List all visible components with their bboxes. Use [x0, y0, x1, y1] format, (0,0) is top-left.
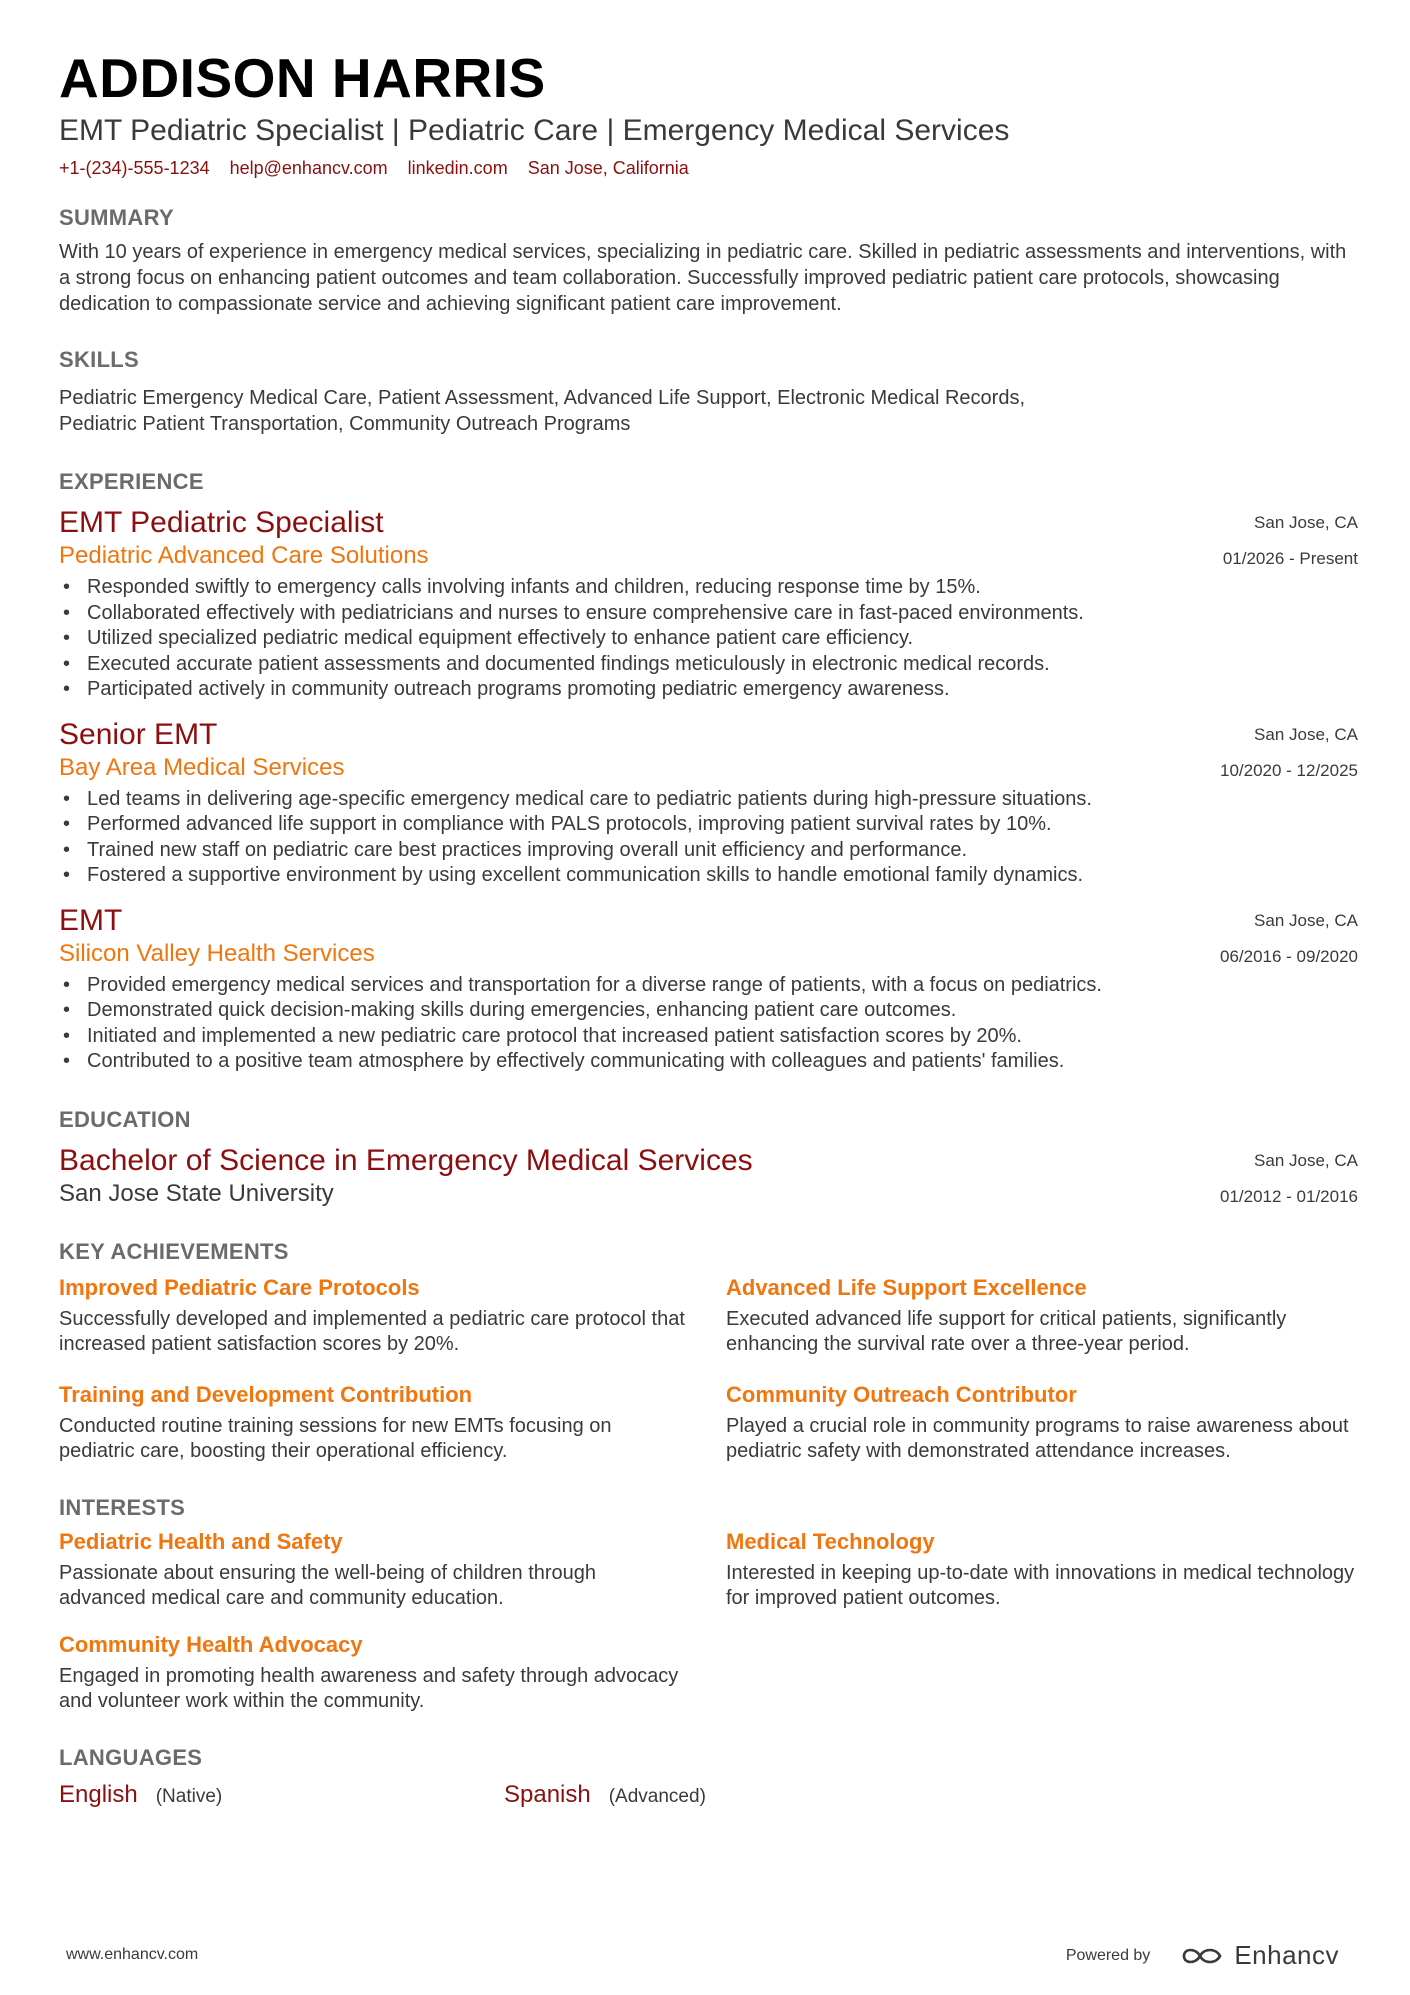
summary-section — [59, 205, 1358, 317]
job-title: EMT Pediatric Specialist — [59, 506, 384, 539]
languages-row — [59, 1781, 1358, 1809]
bullet-item: • Executed accurate patient assessments and documented findings meticulously in electronic medical records. — [59, 652, 1358, 678]
email-link[interactable]: help@enhancv.com — [229, 158, 388, 178]
job-company: Pediatric Advanced Care Solutions — [59, 542, 429, 569]
skills-line-2: Pediatric Patient Transportation, Community Outreach Programs — [59, 413, 631, 435]
contact-row — [59, 158, 1358, 179]
languages-section — [59, 1745, 1358, 1809]
bullet-item: • Led teams in delivering age-specific emergency medical care to pediatric patients during high-pressure situations. — [59, 787, 1358, 813]
job-bullets — [59, 973, 1358, 1075]
bullet-item: • Responded swiftly to emergency calls involving infants and children, reducing response time by 15%. — [59, 575, 1358, 601]
education-section — [59, 1107, 1358, 1209]
experience-section — [59, 469, 1358, 1075]
bullet-item: • Performed advanced life support in compliance with PALS protocols, improving patient survival rates by 10%. — [59, 812, 1358, 838]
headline: EMT Pediatric Specialist | Pediatric Care | Emergency Medical Services — [59, 114, 1010, 147]
bullet-item: • Trained new staff on pediatric care best practices improving overall unit efficiency and performance. — [59, 838, 1358, 864]
achievement-title: Training and Development Contribution — [59, 1381, 473, 1407]
bullet-item: • Demonstrated quick decision-making skills during emergencies, enhancing patient care outcomes. — [59, 998, 1358, 1024]
interest-title: Medical Technology — [726, 1528, 935, 1554]
achievement-item — [59, 1273, 685, 1358]
achievement-title: Advanced Life Support Excellence — [726, 1274, 1087, 1300]
enhancv-logo-icon — [1180, 1944, 1224, 1968]
job-entry — [59, 903, 1358, 1075]
summary-text: With 10 years of experience in emergency medical services, specializing in pediatric care. Skilled in pediatric assessments and interventions, with a strong focus on enhancing patient outcomes and team collaboration. Successfully improved pediatric patient care protocols, showcasing dedication to compassionate service and achieving significant patient care improvement. — [59, 241, 1347, 315]
skills-section — [59, 347, 1358, 437]
interests-section — [59, 1495, 1358, 1715]
achievement-desc: Executed advanced life support for critical patients, significantly enhancing the survival rate over a three-year period. — [726, 1307, 1287, 1355]
interest-item — [726, 1527, 1358, 1612]
achievements-grid — [59, 1273, 1358, 1465]
language-name: Spanish — [504, 1780, 591, 1808]
education-meta — [1220, 1143, 1358, 1215]
job-company: Bay Area Medical Services — [59, 753, 345, 781]
languages-title: LANGUAGES — [59, 1744, 203, 1770]
education-dates: 01/2012 - 01/2016 — [1219, 1186, 1358, 1206]
bullet-item: • Collaborated effectively with pediatricians and nurses to ensure comprehensive care in fast-paced environments. — [59, 601, 1358, 627]
job-company: Silicon Valley Health Services — [59, 939, 375, 967]
candidate-name: ADDISON HARRIS — [59, 47, 546, 109]
interest-desc: Interested in keeping up-to-date with innovations in medical technology for improved patient outcomes. — [726, 1561, 1355, 1609]
job-entry — [59, 717, 1358, 889]
interests-title: INTERESTS — [59, 1494, 186, 1520]
location-text: San Jose, California — [527, 158, 689, 178]
interest-desc: Engaged in promoting health awareness and safety through advocacy and volunteer work within the community. — [59, 1664, 679, 1712]
achievement-desc: Conducted routine training sessions for new EMTs focusing on pediatric care, boosting their operational efficiency. — [59, 1414, 612, 1462]
job-meta — [1223, 505, 1358, 577]
education-location: San Jose, CA — [1254, 1150, 1358, 1170]
job-meta — [1220, 903, 1358, 975]
job-title: Senior EMT — [59, 717, 218, 751]
achievement-item — [726, 1273, 1358, 1358]
interest-item — [59, 1527, 685, 1612]
page-footer — [0, 1940, 1410, 1976]
language-item — [504, 1781, 949, 1809]
achievement-item — [726, 1380, 1358, 1465]
degree-title: Bachelor of Science in Emergency Medical Services — [59, 1143, 753, 1177]
bullet-item: • Contributed to a positive team atmosphere by effectively communicating with colleagues and patients' families. — [59, 1049, 1358, 1075]
bullet-item: • Fostered a supportive environment by using excellent communication skills to handle emotional family dynamics. — [59, 863, 1358, 889]
bullet-item: • Provided emergency medical services and transportation for a diverse range of patients, with a focus on pediatrics. — [59, 973, 1358, 999]
job-location: San Jose, CA — [1254, 513, 1358, 532]
job-title: EMT — [59, 903, 123, 937]
job-entry — [59, 505, 1358, 703]
footer-site-link[interactable]: www.enhancv.com — [66, 1946, 199, 1963]
language-level: (Advanced) — [608, 1785, 706, 1807]
achievements-section — [59, 1239, 1358, 1465]
job-bullets — [59, 575, 1358, 703]
interest-title: Community Health Advocacy — [59, 1631, 363, 1657]
education-title: EDUCATION — [59, 1106, 191, 1132]
language-level: (Native) — [155, 1785, 223, 1807]
bullet-item: • Participated actively in community outreach programs promoting pediatric emergency awareness. — [59, 677, 1358, 703]
school-name: San Jose State University — [59, 1179, 334, 1207]
job-location: San Jose, CA — [1254, 910, 1358, 930]
bullet-item: • Initiated and implemented a new pediatric care protocol that increased patient satisfaction scores by 20%. — [59, 1024, 1358, 1050]
achievement-item — [59, 1380, 685, 1465]
job-dates: 01/2026 - Present — [1222, 549, 1358, 568]
summary-title: SUMMARY — [59, 205, 174, 230]
language-name: English — [59, 1780, 138, 1808]
job-bullets — [59, 787, 1358, 889]
interest-title: Pediatric Health and Safety — [59, 1528, 343, 1554]
achievement-desc: Successfully developed and implemented a pediatric care protocol that increased patient satisfaction scores by 20%. — [59, 1307, 685, 1355]
linkedin-link[interactable]: linkedin.com — [407, 158, 508, 178]
achievement-title: Community Outreach Contributor — [726, 1381, 1077, 1407]
achievements-title: KEY ACHIEVEMENTS — [59, 1238, 289, 1264]
skills-title: SKILLS — [59, 347, 140, 372]
achievement-desc: Played a crucial role in community programs to raise awareness about pediatric safety with demonstrated attendance increases. — [726, 1414, 1349, 1462]
enhancv-brand: Enhancv — [1234, 1940, 1339, 1970]
phone-link[interactable]: +1-(234)-555-1234 — [59, 158, 210, 178]
interest-item — [59, 1630, 685, 1715]
job-dates: 10/2020 - 12/2025 — [1219, 760, 1358, 780]
skills-line-1: Pediatric Emergency Medical Care, Patient Assessment, Advanced Life Support, Electronic Medical Records, — [59, 387, 1026, 409]
powered-by — [1066, 1940, 1339, 1971]
bullet-item: • Utilized specialized pediatric medical equipment effectively to enhance patient care efficiency. — [59, 626, 1358, 652]
job-dates: 06/2016 - 09/2020 — [1219, 946, 1358, 966]
experience-title: EXPERIENCE — [59, 469, 204, 494]
education-entry — [59, 1143, 1358, 1209]
job-location: San Jose, CA — [1254, 724, 1358, 744]
achievement-title: Improved Pediatric Care Protocols — [59, 1274, 420, 1300]
interests-grid — [59, 1527, 1358, 1715]
powered-by-label: Powered by — [1065, 1946, 1151, 1964]
language-item — [59, 1781, 504, 1809]
job-meta — [1220, 717, 1358, 789]
interest-desc: Passionate about ensuring the well-being of children through advanced medical care and community education. — [59, 1561, 597, 1609]
